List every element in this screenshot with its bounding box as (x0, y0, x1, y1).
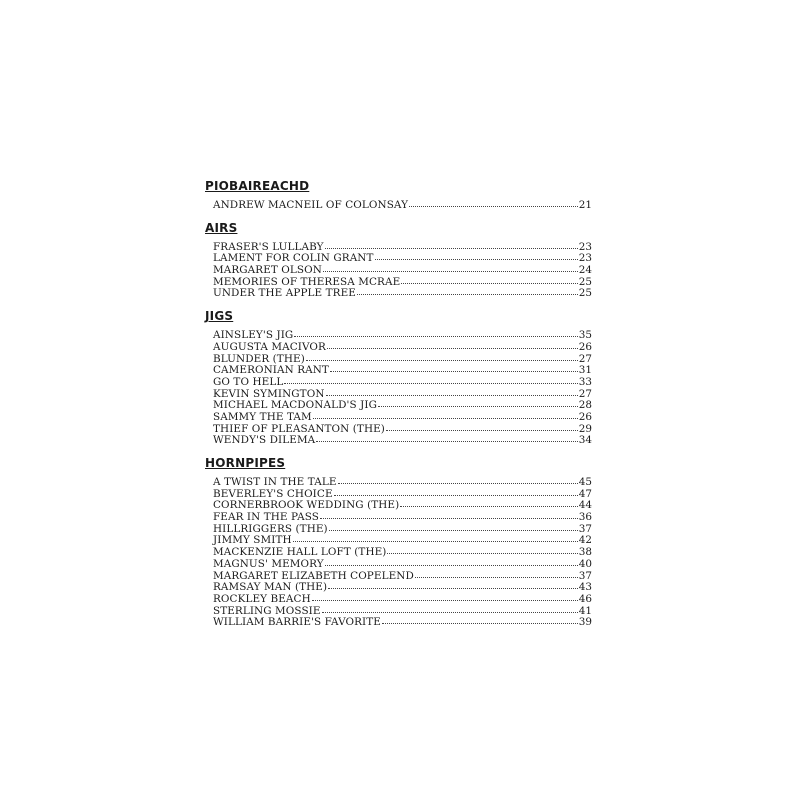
dot-leader (382, 615, 578, 624)
table-of-contents (204, 177, 592, 628)
dot-leader (330, 363, 578, 372)
entry-page-number: 29 (578, 422, 592, 435)
entry-page-number: 44 (578, 499, 592, 512)
entry-page-number: 26 (578, 340, 592, 353)
section-hornpipes (204, 454, 592, 628)
entry-page-number: 41 (578, 604, 592, 617)
entry-title: FEAR IN THE PASS (213, 511, 319, 524)
entry-page-number: 26 (578, 410, 592, 423)
entry-title: GO TO HELL (213, 375, 284, 388)
dot-leader (322, 604, 578, 613)
entry-page-number: 47 (578, 487, 592, 500)
entry-page-number: 25 (578, 287, 592, 300)
section-piobaireachd (204, 177, 592, 211)
entry-title: MARGARET ELIZABETH COPELEND (213, 569, 414, 582)
entry-title: BEVERLEY'S CHOICE (213, 487, 333, 500)
dot-leader (375, 251, 578, 260)
section-airs (204, 219, 592, 299)
dot-leader (386, 422, 578, 431)
dot-leader (312, 592, 578, 601)
entry-title: MACKENZIE HALL LOFT (THE) (213, 546, 387, 559)
dot-leader (338, 475, 578, 484)
entry-title: SAMMY THE TAM (213, 410, 312, 423)
section-heading: HORNPIPES (205, 456, 286, 470)
entry-page-number: 23 (578, 252, 592, 265)
entry-page-number: 45 (578, 476, 592, 488)
entry-page-number: 21 (578, 199, 592, 211)
section-jigs (204, 307, 592, 446)
entry-page-number: 46 (578, 592, 592, 605)
entry-page-number: 33 (578, 375, 592, 388)
entry-title: BLUNDER (THE) (213, 352, 305, 365)
dot-leader (378, 398, 578, 407)
entry-page-number: 27 (578, 352, 592, 365)
dot-leader (401, 275, 578, 284)
entry-page-number: 36 (578, 511, 592, 524)
dot-leader (326, 387, 578, 396)
section-heading: AIRS (205, 220, 238, 235)
entry-title: UNDER THE APPLE TREE (213, 287, 356, 300)
dot-leader (294, 328, 577, 337)
entry-page-number: 23 (578, 240, 592, 253)
dot-leader (306, 352, 578, 361)
dot-leader (313, 410, 578, 419)
dot-leader (327, 340, 578, 349)
entry-page-number: 28 (578, 399, 592, 412)
entry-title: ANDREW MACNEIL OF COLONSAY (213, 199, 409, 211)
entry-title: AINSLEY'S JIG (213, 329, 294, 342)
dot-leader (328, 580, 578, 589)
entry-page-number: 40 (578, 557, 592, 570)
entry-title: AUGUSTA MACIVOR (213, 340, 326, 353)
entry-page-number: 27 (578, 387, 592, 400)
entry-page-number: 42 (578, 534, 592, 547)
dot-leader (293, 533, 578, 542)
dot-leader (329, 522, 578, 531)
entry-page-number: 37 (578, 522, 592, 535)
toc-entry (213, 434, 592, 446)
entry-page-number: 31 (578, 364, 592, 377)
entry-title: CORNERBROOK WEDDING (THE) (213, 499, 400, 512)
entry-page-number: 39 (578, 616, 592, 629)
entry-title: WENDY'S DILEMA (213, 434, 316, 447)
toc-entry (213, 199, 592, 211)
entry-title: JIMMY SMITH (213, 534, 292, 547)
entry-title: MEMORIES OF THERESA MCRAE (213, 275, 401, 288)
entry-title: KEVIN SYMINGTON (213, 387, 325, 400)
dot-leader (409, 198, 578, 207)
entry-title: HILLRIGGERS (THE) (213, 522, 328, 535)
entry-page-number: 38 (578, 546, 592, 559)
entry-title: THIEF OF PLEASANTON (THE) (213, 422, 385, 435)
entry-page-number: 35 (578, 329, 592, 342)
dot-leader (284, 375, 577, 384)
entry-page-number: 25 (578, 275, 592, 288)
dot-leader (320, 510, 578, 519)
entry-title: A TWIST IN THE TALE (213, 476, 337, 488)
entry-title: ROCKLEY BEACH (213, 592, 311, 605)
dot-leader (357, 286, 578, 295)
dot-leader (387, 545, 577, 554)
entry-title: WILLIAM BARRIE'S FAVORITE (213, 616, 381, 629)
dot-leader (415, 569, 578, 578)
dot-leader (316, 433, 577, 442)
entry-page-number: 43 (578, 581, 592, 594)
dot-leader (323, 263, 578, 272)
entry-title: FRASER'S LULLABY (213, 240, 324, 253)
entry-page-number: 37 (578, 569, 592, 582)
dot-leader (325, 240, 578, 249)
entry-page-number: 24 (578, 264, 592, 277)
entry-title: CAMERONIAN RANT (213, 364, 329, 377)
entry-title: MAGNUS' MEMORY (213, 557, 324, 570)
entry-title: MARGARET OLSON (213, 264, 322, 277)
toc-entry (213, 616, 592, 628)
toc-entry (213, 287, 592, 299)
entry-title: STERLING MOSSIE (213, 604, 321, 617)
dot-leader (334, 487, 578, 496)
entry-title: LAMENT FOR COLIN GRANT (213, 252, 374, 265)
entry-page-number: 34 (578, 434, 592, 447)
section-heading: PIOBAIREACHD (205, 179, 310, 193)
dot-leader (325, 557, 578, 566)
entry-title: RAMSAY MAN (THE) (213, 581, 328, 594)
section-heading: JIGS (205, 309, 234, 324)
entry-title: MICHAEL MACDONALD'S JIG (213, 399, 377, 412)
dot-leader (400, 498, 578, 507)
